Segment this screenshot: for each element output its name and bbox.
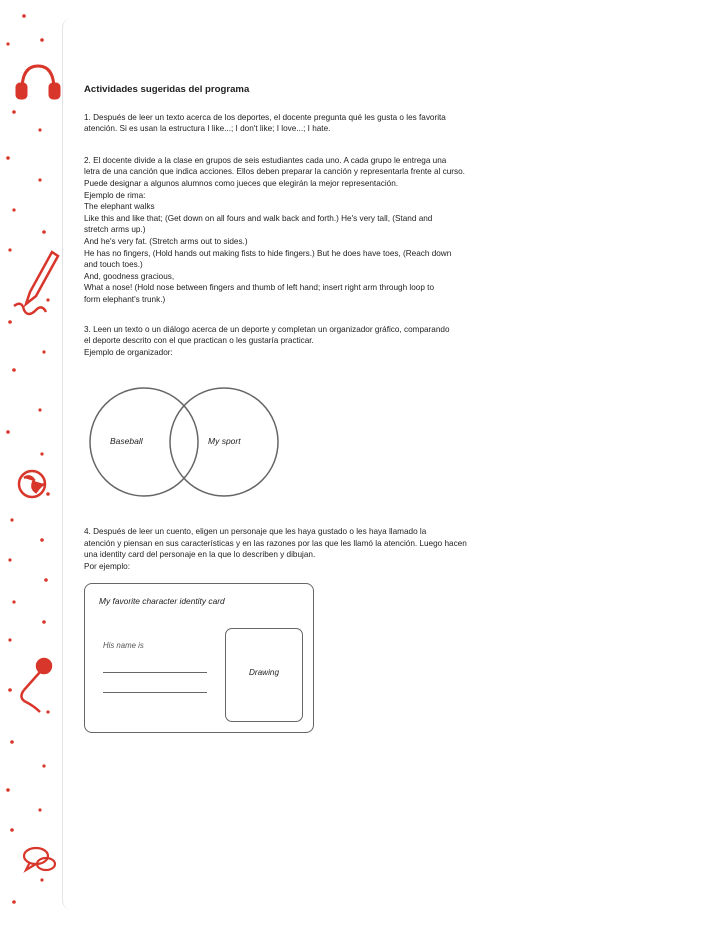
text-line: Por ejemplo: [84, 562, 130, 572]
identity-card-title: My favorite character identity card [99, 595, 225, 606]
speech-bubbles-icon [24, 848, 55, 870]
answer-line [103, 672, 207, 673]
page-binding-edge [62, 18, 77, 910]
headphones-icon [17, 66, 59, 98]
text-line: Puede designar a algunos alumnos como jueces que elegirán la mejor representación. [84, 178, 399, 188]
venn-diagram [84, 372, 304, 512]
document-body [84, 84, 644, 733]
decorative-dots [6, 14, 50, 904]
text-line: atención y piensan en sus características y en las razones por las que les llamó la atención. Luego hacen [84, 538, 467, 548]
activity-3 [84, 324, 644, 359]
venn-right-label: My sport [208, 436, 241, 447]
text-line: Ejemplo de rima: [84, 190, 146, 200]
text-line: What a nose! (Hold nose between fingers and thumb of left hand; insert right arm through loop to [84, 283, 434, 293]
text-line: una identity card del personaje en la que lo describen y dibujan. [84, 550, 316, 560]
text-line: 3. Leen un texto o un diálogo acerca de un deporte y completan un organizador gráfico, comparando [84, 324, 450, 334]
text-line: Ejemplo de organizador: [84, 347, 173, 357]
venn-left-circle [90, 388, 198, 496]
answer-line [103, 692, 207, 693]
text-line: el deporte descrito con el que practican o les gustaría practicar. [84, 336, 314, 346]
text-line: stretch arms up.) [84, 225, 146, 235]
pencil-icon [14, 252, 58, 314]
text-line: 4. Después de leer un cuento, eligen un personaje que les haya gustado o les haya llamado la [84, 527, 427, 537]
identity-card [84, 583, 314, 733]
text-line: form elephant's trunk.) [84, 294, 166, 304]
text-line: and touch toes.) [84, 260, 143, 270]
text-line: And, goodness gracious, [84, 271, 175, 281]
microphone-icon [21, 659, 51, 712]
activity-2 [84, 155, 644, 306]
text-line: And he's very fat. (Stretch arms out to sides.) [84, 236, 248, 246]
drawing-label: Drawing [248, 667, 280, 677]
text-line: Like this and like that; (Get down on all fours and walk back and forth.) He's very tall, (Stand and [84, 213, 433, 223]
activity-4 [84, 526, 644, 572]
globe-icon [19, 471, 45, 497]
activity-1 [84, 112, 644, 135]
page-title: Actividades sugeridas del programa [84, 84, 250, 95]
text-line: He has no fingers, (Hold hands out making fists to hide fingers.) But he does have toes, (Reach down [84, 248, 452, 258]
text-line: The elephant walks [84, 202, 155, 212]
text-line: 1. Después de leer un texto acerca de los deportes, el docente pregunta qué les gusta o les favorita [84, 112, 446, 122]
drawing-box [225, 628, 303, 722]
venn-left-label: Baseball [110, 436, 143, 447]
name-label: His name is [103, 640, 144, 650]
text-line: atención. Si es usan la estructura I like...; I don't like; I love...; I hate. [84, 124, 331, 134]
text-line: letra de una canción que indica acciones. Ellos deben preparar la canción y representarla frente al curso. [84, 167, 465, 177]
text-line: 2. El docente divide a la clase en grupos de seis estudiantes cada uno. A cada grupo le entrega una [84, 155, 447, 165]
